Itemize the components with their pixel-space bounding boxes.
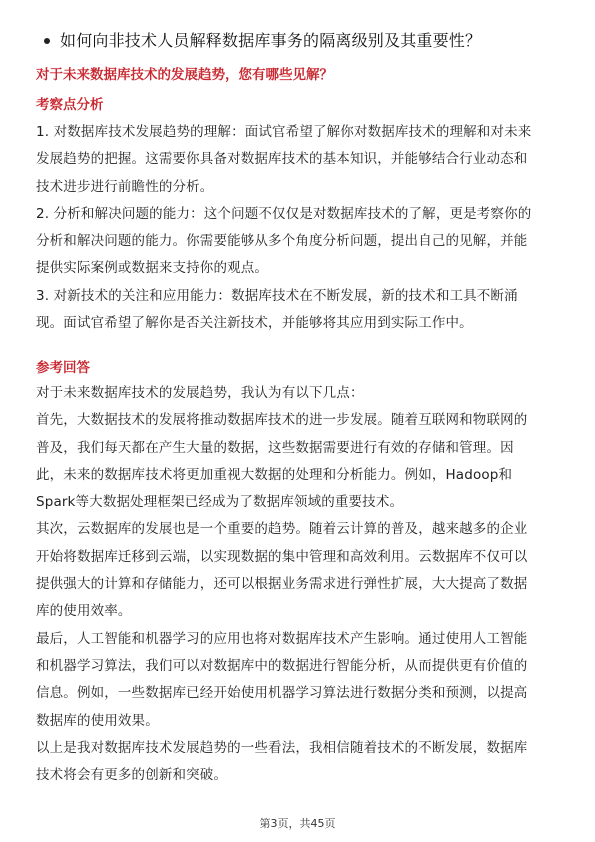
answer-line: 数据库的使用效果。 [36, 712, 159, 729]
analysis-line: 1. 对数据库技术发展趋势的理解：面试官希望了解你对数据库技术的理解和对未来 [36, 124, 532, 140]
answer-line: 库的使用效率。 [36, 603, 132, 620]
answer-line: 普及，我们每天都在产生大量的数据，这些数据需要进行有效的存储和管理。因 [36, 439, 514, 456]
page-number-footer: 第3页，共45页 [259, 817, 336, 830]
answer-line: 对于未来数据库技术的发展趋势，我认为有以下几点： [36, 385, 364, 401]
answer-line: 以上是我对数据库技术发展趋势的一些看法，我相信随着技术的不断发展，数据库 [36, 739, 528, 756]
sub-question-heading: 对于未来数据库技术的发展趋势，您有哪些见解？ [36, 67, 333, 83]
answer-line: 最后，人工智能和机器学习的应用也将对数据库技术产生影响。通过使用人工智能 [36, 630, 528, 647]
analysis-line: 发展趋势的把握。这需要你具备对数据库技术的基本知识，并能够结合行业动态和 [36, 151, 528, 168]
answer-line: 提供强大的计算和存储能力，还可以根据业务需求进行弹性扩展，大大提高了数据 [36, 576, 528, 593]
analysis-line: 提供实际案例或数据来支持你的观点。 [36, 260, 269, 277]
answer-line: 信息。例如，一些数据库已经开始使用机器学习算法进行数据分类和预测，以提高 [36, 685, 528, 702]
analysis-line: 3. 对新技术的关注和应用能力：数据库技术在不断发展，新的技术和工具不断涌 [36, 287, 518, 304]
analysis-line: 技术进步进行前瞻性的分析。 [36, 178, 214, 195]
analysis-line: 2. 分析和解决问题的能力：这个问题不仅仅是对数据库技术的了解，更是考察你的 [36, 205, 532, 222]
answer-line: 其次，云数据库的发展也是一个重要的趋势。随着云计算的普及，越来越多的企业 [36, 521, 528, 538]
answer-line: 和机器学习算法，我们可以对数据库中的数据进行智能分析，从而提供更有价值的 [36, 657, 528, 674]
question-bullet [44, 30, 564, 52]
answer-heading: 参考回答 [36, 360, 90, 376]
answer-body [36, 380, 560, 789]
analysis-heading: 考察点分析 [36, 97, 104, 113]
analysis-line: 分析和解决问题的能力。你需要能够从多个角度分析问题，提出自己的见解，并能 [36, 233, 528, 250]
answer-line: 首先，大数据技术的发展将推动数据库技术的进一步发展。随着互联网和物联网的 [36, 412, 528, 429]
answer-line: 技术将会有更多的创新和突破。 [36, 767, 228, 784]
answer-line: Spark等大数据处理框架已经成为了数据库领域的重要技术。 [36, 494, 404, 511]
bullet-dot-icon [44, 38, 50, 44]
analysis-body [36, 119, 560, 337]
analysis-line: 现。面试官希望了解你是否关注新技术，并能够将其应用到实际工作中。 [36, 315, 473, 332]
answer-line: 此，未来的数据库技术将更加重视大数据的处理和分析能力。例如，Hadoop和 [36, 466, 513, 483]
answer-line: 开始将数据库迁移到云端，以实现数据的集中管理和高效利用。云数据库不仅可以 [36, 548, 528, 565]
question-text: 如何向非技术人员解释数据库事务的隔离级别及其重要性？ [60, 31, 482, 50]
